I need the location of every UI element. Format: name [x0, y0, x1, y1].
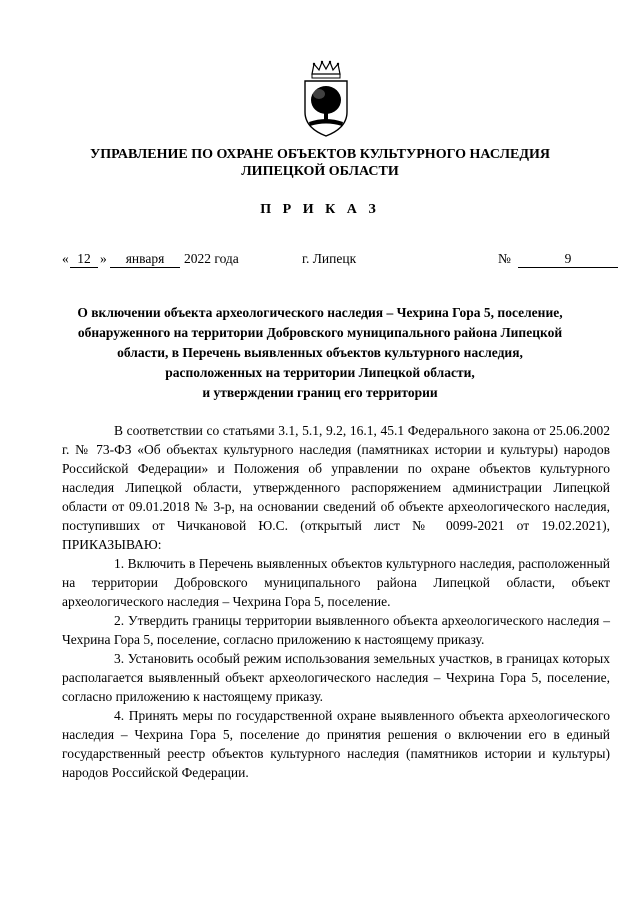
- order-city: г. Липецк: [302, 251, 357, 266]
- organization-line-2: ЛИПЕЦКОЙ ОБЛАСТИ: [241, 164, 399, 179]
- order-item-4: 4. Принять меры по государственной охране выявленного объекта археологического наследия – Чехрина Гора 5, поселение до принятия решения о включении его в единый государственный реестр объектов культурного наследия (памятников истории и культуры) народов Российской Федерации.: [62, 708, 610, 780]
- quote-close: »: [100, 251, 107, 266]
- order-item-3: 3. Установить особый режим использования земельных участков, в границах которых располагается выявленный объект археологического наследия – Чехрина Гора 5, поселение, согласно приложению к настоящему приказу.: [62, 651, 610, 704]
- subject-line-5: и утверждении границ его территории: [202, 385, 438, 400]
- subject-line-2: обнаруженного на территории Добровского муниципального района Липецкой: [77, 325, 563, 340]
- subject-line-4: расположенных на территории Липецкой области,: [165, 365, 475, 380]
- organization-line-1: УПРАВЛЕНИЕ ПО ОХРАНЕ ОБЪЕКТОВ КУЛЬТУРНОГО НАСЛЕДИЯ: [90, 147, 550, 162]
- date-line: [62, 251, 618, 271]
- order-day: 12: [70, 251, 98, 268]
- subject-line-3: области, в Перечень выявленных объектов культурного наследия,: [117, 345, 523, 360]
- organization-name: [40, 146, 600, 180]
- subject-line-1: О включении объекта археологического наследия – Чехрина Гора 5, поселение,: [77, 305, 563, 320]
- order-body: [62, 421, 610, 782]
- order-item-1: 1. Включить в Перечень выявленных объектов культурного наследия, расположенный на территории Добровского муниципального района Липецкой области, объект археологического наследия – Чехрина Гора 5, поселение.: [62, 556, 610, 609]
- order-subject: [40, 303, 600, 403]
- preamble-paragraph: В соответствии со статьями 3.1, 5.1, 9.2, 16.1, 45.1 Федерального закона от 25.06.2002 г. № 73-ФЗ «Об объектах культурного наследия (памятниках истории и культуры) народов Российской Федерации» и Положения об управлении по охране объектов культурного наследия Липецкой области, утвержденного распоряжением администрации Липецкой области от 09.01.2018 № 3-р, на основании сведений об объекте археологического наследия, поступивших от Чичкановой Ю.С. (открытый лист № 0099-2021 от 19.02.2021), ПРИКАЗЫВАЮ:: [62, 423, 610, 552]
- coat-of-arms-icon: [300, 60, 352, 138]
- order-month: января: [110, 251, 180, 268]
- order-year: 2022 года: [184, 251, 239, 266]
- quote-open: «: [62, 251, 69, 266]
- order-item-2: 2. Утвердить границы территории выявленного объекта археологического наследия – Чехрина Гора 5, поселение, согласно приложению к настоящему приказу.: [62, 613, 610, 647]
- number-sign: №: [498, 251, 511, 266]
- order-number: 9: [518, 251, 618, 268]
- document-type: П Р И К А З: [260, 202, 380, 217]
